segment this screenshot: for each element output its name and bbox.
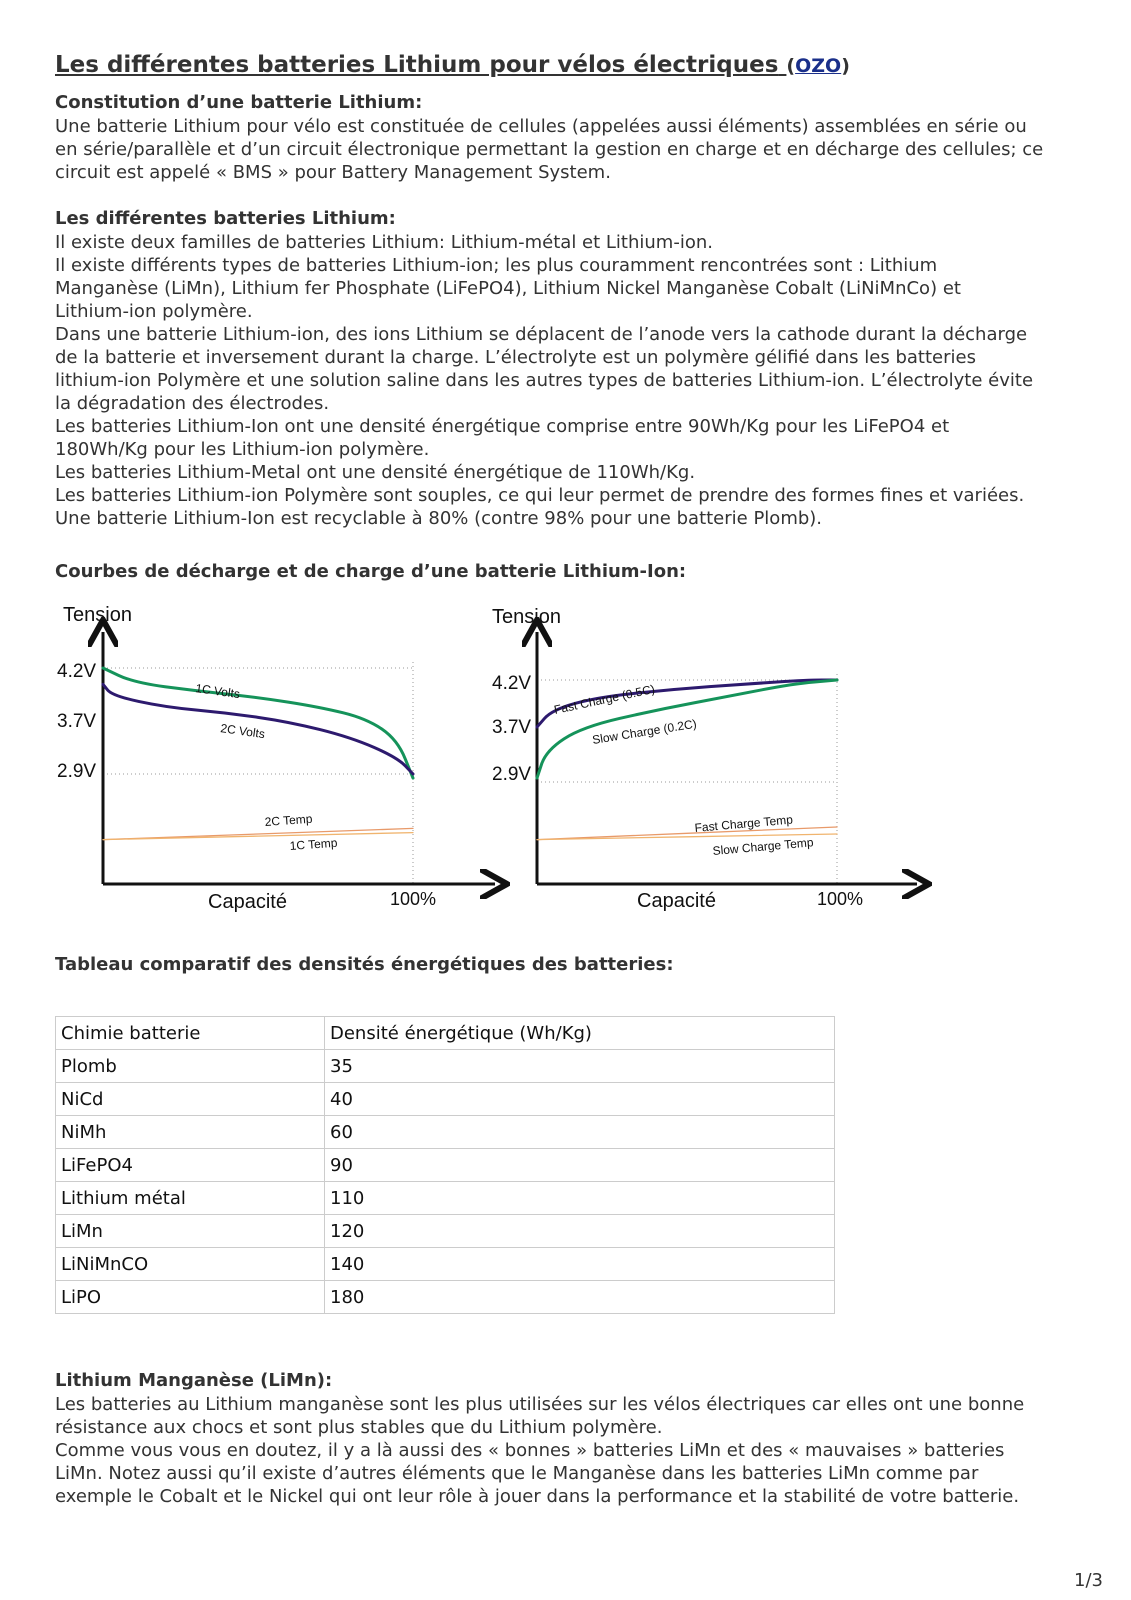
section-heading-limn: Lithium Manganèse (LiMn): — [55, 1370, 333, 1391]
charge-xlabel: Capacité — [637, 890, 716, 912]
table-cell: Plomb — [56, 1050, 325, 1083]
section-heading-curves: Courbes de décharge et de charge d’une batterie Lithium-Ion: — [55, 561, 687, 582]
series-line-1c-volts — [103, 668, 413, 778]
series-label: Slow Charge Temp — [712, 835, 815, 858]
table-cell: 40 — [325, 1083, 835, 1116]
table-cell: 110 — [325, 1182, 835, 1215]
table-cell: NiMh — [56, 1116, 325, 1149]
text-line: 180Wh/Kg pour les Lithium-ion polymère. — [55, 439, 430, 460]
text-line: Une batterie Lithium-Ion est recyclable à 80% (contre 98% pour une batterie Plomb). — [55, 508, 823, 529]
table-cell: 140 — [325, 1248, 835, 1281]
text-line: Manganèse (LiMn), Lithium fer Phosphate (LiFePO4), Lithium Nickel Manganèse Cobalt (LiNiMnCo) et — [55, 278, 961, 299]
table-cell: NiCd — [56, 1083, 325, 1116]
series-label: 2C Temp — [264, 811, 313, 829]
table-row — [56, 1149, 835, 1182]
section-heading-types: Les différentes batteries Lithium: — [55, 208, 396, 229]
discharge-x-tick: 100% — [390, 889, 437, 909]
table-cell: LiPO — [56, 1281, 325, 1314]
discharge-y-tick-4v2: 4.2V — [57, 661, 97, 682]
page-title-text: Les différentes batteries Lithium pour vélos électriques — [55, 52, 779, 78]
text-line: Les batteries Lithium-Metal ont une densité énergétique de 110Wh/Kg. — [55, 462, 696, 483]
discharge-chart — [57, 604, 495, 913]
table-header-cell: Densité énergétique (Wh/Kg) — [325, 1017, 835, 1050]
section-heading-constitution: Constitution d’une batterie Lithium: — [55, 92, 423, 113]
text-line: Les batteries Lithium-Ion ont une densité énergétique comprise entre 90Wh/Kg pour les LiFePO4 et — [55, 416, 950, 437]
text-line: exemple le Cobalt et le Nickel qui ont leur rôle à jouer dans la performance et la stabilité de votre batterie. — [55, 1486, 1020, 1507]
source-paren-close: ) — [841, 55, 850, 77]
table-row — [56, 1182, 835, 1215]
text-line: Il existe deux familles de batteries Lithium: Lithium-métal et Lithium-ion. — [55, 232, 713, 253]
charge-ylabel: Tension — [492, 606, 561, 628]
series-label: 1C Volts — [194, 681, 241, 702]
table-row — [56, 1215, 835, 1248]
table-cell: LiFePO4 — [56, 1149, 325, 1182]
table-row — [56, 1050, 835, 1083]
series-label: 1C Temp — [289, 835, 338, 853]
table-cell: Lithium métal — [56, 1182, 325, 1215]
discharge-xlabel: Capacité — [208, 891, 287, 913]
text-line: Lithium-ion polymère. — [55, 301, 253, 322]
section-body-limn — [55, 1393, 1115, 1508]
section-body-types — [55, 231, 1115, 530]
table-cell: 180 — [325, 1281, 835, 1314]
table-cell: LiMn — [56, 1215, 325, 1248]
source-paren-open: ( — [786, 55, 796, 77]
text-line: circuit est appelé « BMS » pour Battery Management System. — [55, 162, 611, 183]
table-row — [56, 1248, 835, 1281]
text-line: résistance aux chocs et sont plus stables que du Lithium polymère. — [55, 1417, 663, 1438]
text-line: Les batteries Lithium-ion Polymère sont souples, ce qui leur permet de prendre des formes fines et variées. — [55, 485, 1025, 506]
charge-chart — [492, 606, 917, 912]
text-line: de la batterie et inversement durant la charge. L’électrolyte est un polymère gélifié dans les batteries — [55, 347, 976, 368]
series-label: 2C Volts — [219, 721, 266, 742]
page-title — [55, 52, 850, 78]
charts-svg — [55, 604, 955, 940]
text-line: Il existe différents types de batteries Lithium-ion; les plus couramment rencontrées sont : Lithium — [55, 255, 938, 276]
text-line: en série/parallèle et d’un circuit électronique permettant la gestion en charge et en décharge des cellules; ce — [55, 139, 1044, 160]
series-label: Fast Charge Temp — [694, 812, 794, 835]
energy-density-table — [55, 1016, 835, 1314]
text-line: lithium-ion Polymère et une solution saline dans les autres types de batteries Lithium-ion. L’électrolyte évite — [55, 370, 1034, 391]
section-heading-table: Tableau comparatif des densités énergétiques des batteries: — [55, 954, 674, 975]
source-reference — [786, 55, 849, 77]
text-line: Comme vous vous en doutez, il y a là aussi des « bonnes » batteries LiMn et des « mauvaises » batteries — [55, 1440, 1005, 1461]
charge-y-tick-4v2: 4.2V — [492, 673, 532, 694]
series-label: Slow Charge (0.2C) — [591, 716, 698, 747]
table-row — [56, 1116, 835, 1149]
charge-discharge-charts — [55, 604, 955, 940]
table-cell: 60 — [325, 1116, 835, 1149]
text-line: Dans une batterie Lithium-ion, des ions Lithium se déplacent de l’anode vers la cathode durant la décharge — [55, 324, 1028, 345]
table-row — [56, 1083, 835, 1116]
series-label: Fast Charge (0.5C) — [552, 681, 657, 717]
discharge-y-tick-3v7: 3.7V — [57, 711, 97, 732]
table-cell: 120 — [325, 1215, 835, 1248]
charge-y-tick-3v7: 3.7V — [492, 717, 532, 738]
table-row — [56, 1281, 835, 1314]
text-line: la dégradation des électrodes. — [55, 393, 330, 414]
table-header-row — [56, 1017, 835, 1050]
text-line: Les batteries au Lithium manganèse sont les plus utilisées sur les vélos électriques car elles ont une bonne — [55, 1394, 1025, 1415]
text-line: Une batterie Lithium pour vélo est constituée de cellules (appelées aussi éléments) assemblées en série ou — [55, 116, 1027, 137]
charge-x-tick: 100% — [817, 889, 864, 909]
charge-y-tick-2v9: 2.9V — [492, 764, 532, 785]
table-cell: 35 — [325, 1050, 835, 1083]
table-cell: LiNiMnCO — [56, 1248, 325, 1281]
section-body-constitution — [55, 115, 1115, 184]
discharge-ylabel: Tension — [63, 604, 132, 626]
table-cell: 90 — [325, 1149, 835, 1182]
page-number: 1/3 — [1074, 1570, 1103, 1591]
source-link[interactable]: OZO — [795, 55, 842, 77]
table-header-cell: Chimie batterie — [56, 1017, 325, 1050]
text-line: LiMn. Notez aussi qu’il existe d’autres éléments que le Manganèse dans les batteries LiMn comme par — [55, 1463, 979, 1484]
discharge-y-tick-2v9: 2.9V — [57, 761, 97, 782]
